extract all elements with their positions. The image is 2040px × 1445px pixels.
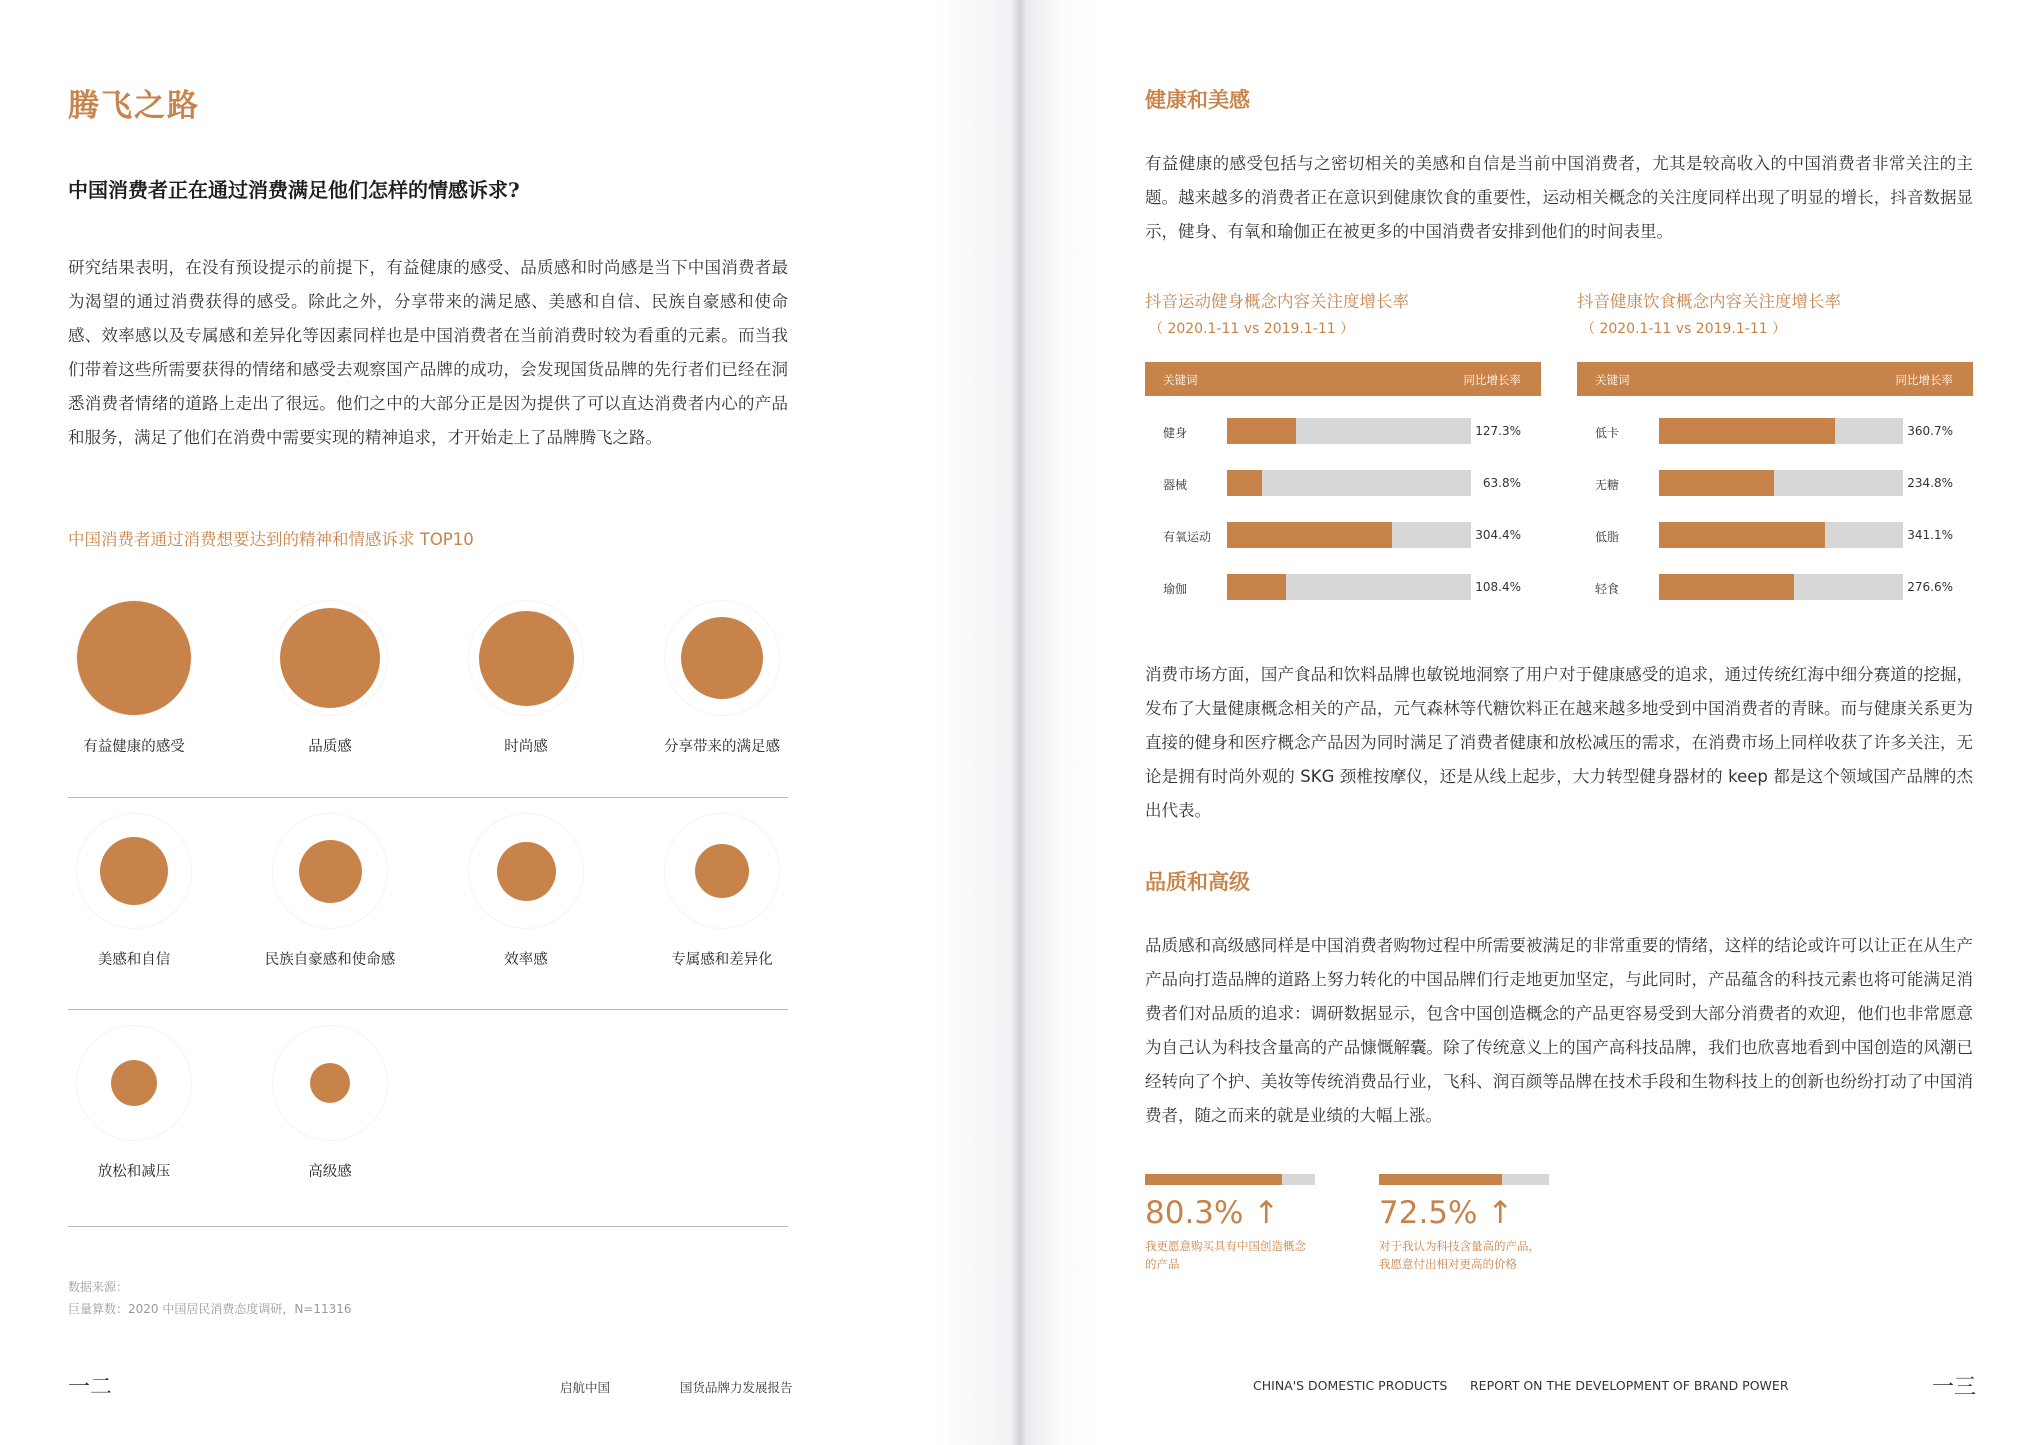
- bubble-item: [428, 814, 624, 969]
- bubble-dot: [280, 608, 380, 708]
- bubble-item: [232, 601, 428, 756]
- bubble-item: [624, 814, 820, 969]
- bar-track: [1659, 418, 1903, 444]
- bubble-item: [428, 601, 624, 756]
- data-source: [68, 1276, 352, 1320]
- bubble-ring: [665, 601, 779, 715]
- bubble-label: 民族自豪感和使命感: [264, 952, 396, 968]
- bar-row: [1145, 508, 1541, 560]
- bar-category-label: 低脂: [1595, 530, 1620, 544]
- bubble-ring: [273, 601, 387, 715]
- bar-category-label: 有氧运动: [1163, 530, 1212, 544]
- bar: [1227, 574, 1286, 600]
- bar-value-label: 108.4%: [1475, 580, 1521, 594]
- bar-track: [1659, 574, 1903, 600]
- header-growth: 同比增长率: [1463, 373, 1521, 387]
- diet-table-header: [1577, 362, 1973, 396]
- bubble-label: 时尚感: [504, 739, 548, 755]
- bubble-dot: [111, 1060, 157, 1106]
- diet-chart-subtitle: （ 2020.1-11 vs 2019.1-11 ）: [1581, 321, 1787, 337]
- bubble-dot: [695, 844, 749, 898]
- bar-row: [1577, 456, 1973, 508]
- arrow-up-icon: ↑: [1253, 1195, 1280, 1231]
- arrow-up-icon: ↑: [1487, 1195, 1514, 1231]
- bubble-ring: [77, 601, 191, 715]
- bar-category-label: 低卡: [1595, 426, 1620, 440]
- bubble-label: 放松和减压: [97, 1164, 171, 1180]
- bar-category-label: 瑜伽: [1163, 582, 1188, 596]
- intro-paragraph: 研究结果表明，在没有预设提示的前提下，有益健康的感受、品质感和时尚感是当下中国消费者最为渴望的通过消费获得的感受。除此之外，分享带来的满足感、美感和自信、民族自豪感和使命感、效率感以及专属感和差异化等因素同样也是中国消费者在当前消费时较为看重的元素。而当我们带着这些所需要获得的情绪和感受去观察国产品牌的成功，会发现国货品牌的先行者们已经在洞悉消费者情绪的道路上走出了很远。他们之中的大部分正是因为提供了可以直达消费者内心的产品和服务，满足了他们在消费中需要实现的精神追求，才开始走上了品牌腾飞之路。: [68, 258, 788, 447]
- footer-report: 国货品牌力发展报告: [680, 1380, 793, 1395]
- source-label: 数据来源：: [68, 1280, 129, 1294]
- bar-value-label: 234.8%: [1907, 476, 1953, 490]
- page-number-left: 一二: [68, 1375, 113, 1400]
- bubble-ring: [77, 1026, 191, 1140]
- fitness-bar-chart: [1145, 288, 1541, 612]
- bar-value-label: 304.4%: [1475, 528, 1521, 542]
- bar-row: [1577, 404, 1973, 456]
- stat-bar-track: [1145, 1174, 1315, 1185]
- footer-right-en: REPORT ON THE DEVELOPMENT OF BRAND POWER: [1470, 1378, 1789, 1393]
- diet-chart-title: 抖音健康饮食概念内容关注度增长率: [1577, 292, 1841, 311]
- fitness-chart-title: 抖音运动健身概念内容关注度增长率: [1145, 292, 1409, 311]
- bar-track: [1227, 574, 1471, 600]
- bar: [1659, 418, 1835, 444]
- bar-category-label: 健身: [1163, 426, 1188, 440]
- bubble-ring: [273, 814, 387, 928]
- bar-value-label: 360.7%: [1907, 424, 1953, 438]
- bar: [1227, 470, 1262, 496]
- bar-value-label: 276.6%: [1907, 580, 1953, 594]
- header-keyword: 关键词: [1595, 373, 1630, 387]
- bar-row: [1145, 560, 1541, 612]
- heading-health-beauty: 健康和美感: [1145, 87, 1250, 112]
- fitness-rows: [1145, 396, 1541, 612]
- bubble-ring: [469, 814, 583, 928]
- stat-tech-premium: [1379, 1174, 1549, 1273]
- bar: [1659, 574, 1794, 600]
- stat-bar-fill: [1145, 1174, 1282, 1185]
- divider-row1: [68, 797, 788, 798]
- bubble-label: 高级感: [308, 1164, 352, 1180]
- bar: [1659, 470, 1774, 496]
- bubble-dot: [77, 601, 191, 715]
- page-number-right: 一三: [1932, 1375, 1977, 1400]
- bubble-label: 品质感: [308, 739, 352, 755]
- bar-track: [1227, 418, 1471, 444]
- bubble-dot: [299, 840, 362, 903]
- divider-row3: [68, 1226, 788, 1227]
- top10-chart-title: 中国消费者通过消费想要达到的精神和情感诉求 TOP10: [68, 530, 474, 549]
- bar-row: [1577, 508, 1973, 560]
- heading-quality: 品质和高级: [1145, 869, 1250, 894]
- stat-bar-track: [1379, 1174, 1549, 1185]
- bubble-item: [624, 601, 820, 756]
- stat-caption: 我更愿意购买具有中国创造概念 的产品: [1145, 1239, 1306, 1271]
- stat-china-creation: [1145, 1174, 1315, 1273]
- market-paragraph: 消费市场方面，国产食品和饮料品牌也敏锐地洞察了用户对于健康感受的追求，通过传统红海中细分赛道的挖掘，发布了大量健康概念相关的产品，元气森林等代糖饮料正在越来越多地受到中国消费者的青睐。而与健康关系更为直接的健身和医疗概念产品因为同时满足了消费者健康和放松减压的需求，在消费市场上同样收获了许多关注，无论是拥有时尚外观的 SKG 颈椎按摩仪，还是从线上起步，大力转型健身器材的 keep 都是这个领域国产品牌的杰出代表。: [1145, 665, 1973, 820]
- bar-value-label: 63.8%: [1482, 476, 1521, 490]
- bubble-label: 效率感: [504, 952, 548, 968]
- bar-category-label: 轻食: [1595, 582, 1620, 596]
- bubble-ring: [77, 814, 191, 928]
- book-spine: [1012, 0, 1026, 1445]
- divider-row2: [68, 1009, 788, 1010]
- section-question: 中国消费者正在通过消费满足他们怎样的情感诉求?: [68, 178, 520, 202]
- left-page: [0, 0, 1018, 1445]
- stat-bar-fill: [1379, 1174, 1502, 1185]
- bubble-label: 分享带来的满足感: [664, 739, 780, 755]
- bubble-dot: [681, 617, 763, 699]
- diet-rows: [1577, 396, 1973, 612]
- bubble-label: 专属感和差异化: [671, 952, 773, 968]
- bar-track: [1227, 522, 1471, 548]
- bar-row: [1577, 560, 1973, 612]
- fitness-chart-subtitle: （ 2020.1-11 vs 2019.1-11 ）: [1149, 321, 1355, 337]
- bubble-item: [36, 814, 232, 969]
- bar-value-label: 127.3%: [1475, 424, 1521, 438]
- quality-paragraph: 品质感和高级感同样是中国消费者购物过程中所需要被满足的非常重要的情绪，这样的结论或许可以让正在从生产产品向打造品牌的道路上努力转化的中国品牌们行走地更加坚定，与此同时，产品蕴含的科技元素也将可能满足消费者们对品质的追求：调研数据显示，包含中国创造概念的产品更容易受到大部分消费者的欢迎，他们也非常愿意为自己认为科技含量高的产品慷慨解囊。除了传统意义上的国产高科技品牌，我们也欣喜地看到中国创造的风潮已经转向了个护、美妆等传统消费品行业，飞科、润百颜等品牌在技术手段和生物科技上的创新也纷纷打动了中国消费者，随之而来的就是业绩的大幅上涨。: [1145, 936, 1973, 1125]
- bubble-dot: [310, 1063, 350, 1103]
- bar-value-label: 341.1%: [1907, 528, 1953, 542]
- bubble-dot: [100, 837, 168, 905]
- page-title: 腾飞之路: [68, 88, 200, 124]
- source-text: 巨量算数：2020 中国居民消费态度调研，N=11316: [68, 1302, 352, 1316]
- bubble-dot: [479, 611, 574, 706]
- bubble-item: [232, 814, 428, 969]
- bar: [1227, 522, 1392, 548]
- bar-row: [1145, 456, 1541, 508]
- bar-category-label: 器械: [1163, 478, 1188, 492]
- stat-caption: 对于我认为科技含量高的产品， 我愿意付出相对更高的价格: [1379, 1239, 1540, 1271]
- footer-left-en: CHINA'S DOMESTIC PRODUCTS: [1253, 1378, 1448, 1393]
- header-keyword: 关键词: [1163, 373, 1198, 387]
- bar: [1659, 522, 1825, 548]
- bubble-item: [232, 1026, 428, 1181]
- bubble-ring: [469, 601, 583, 715]
- bubble-item: [36, 1026, 232, 1181]
- health-paragraph: 有益健康的感受包括与之密切相关的美感和自信是当前中国消费者，尤其是较高收入的中国消费者非常关注的主题。越来越多的消费者正在意识到健康饮食的重要性，运动相关概念的关注度同样出现了明显的增长，抖音数据显示，健身、有氧和瑜伽正在被更多的中国消费者安排到他们的时间表里。: [1145, 154, 1973, 241]
- fitness-table-header: [1145, 362, 1541, 396]
- stat-value: 80.3% ↑: [1145, 1195, 1280, 1231]
- bubble-ring: [665, 814, 779, 928]
- bubble-dot: [497, 842, 556, 901]
- bubble-label: 有益健康的感受: [83, 739, 185, 755]
- bar-track: [1659, 522, 1903, 548]
- header-growth: 同比增长率: [1895, 373, 1953, 387]
- diet-bar-chart: [1577, 288, 1973, 612]
- footer-brand: 启航中国: [560, 1380, 611, 1395]
- bar-category-label: 无糖: [1595, 478, 1620, 492]
- bubble-label: 美感和自信: [97, 952, 171, 968]
- bubble-item: [36, 601, 232, 756]
- bubble-ring: [273, 1026, 387, 1140]
- bar: [1227, 418, 1296, 444]
- bar-row: [1145, 404, 1541, 456]
- stat-value: 72.5% ↑: [1379, 1195, 1514, 1231]
- bar-track: [1659, 470, 1903, 496]
- bar-track: [1227, 470, 1471, 496]
